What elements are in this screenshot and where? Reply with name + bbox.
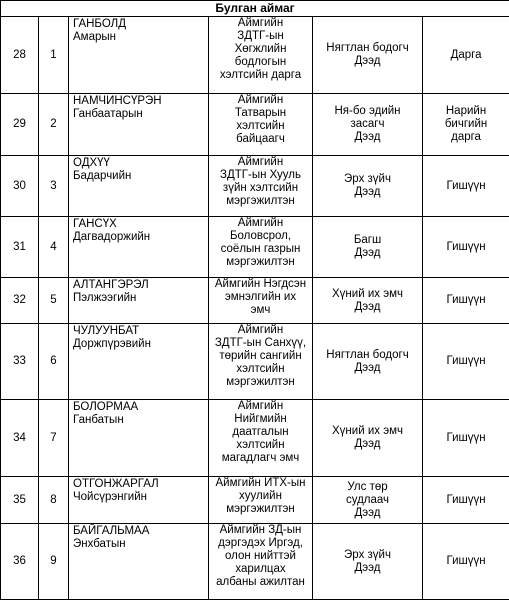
member-position: Аймгийн Татварын хэлтсийн байцаагч bbox=[209, 94, 313, 156]
member-role: Гишүүн bbox=[423, 278, 509, 324]
row-index: 8 bbox=[39, 477, 69, 524]
member-position: Аймгийн Нэгдсэн эмнэлгийн их эмч bbox=[209, 278, 313, 324]
row-number: 33 bbox=[1, 324, 39, 400]
member-role: Гишүүн bbox=[423, 400, 509, 477]
table-header-row bbox=[1, 1, 509, 17]
member-profession: Нягтлан бодогч Дээд bbox=[313, 17, 423, 94]
table-row bbox=[1, 278, 509, 324]
member-name: ОДХҮҮ Бадарчийн bbox=[69, 156, 209, 217]
table-row bbox=[1, 477, 509, 524]
row-number: 34 bbox=[1, 400, 39, 477]
member-name: ГАНБОЛД Амарын bbox=[69, 17, 209, 94]
member-profession: Ня-бо эдийн засагч Дээд bbox=[313, 94, 423, 156]
table-row bbox=[1, 400, 509, 477]
member-profession: Хүний их эмч Дээд bbox=[313, 400, 423, 477]
member-profession: Эрх зүйч Дээд bbox=[313, 156, 423, 217]
row-number: 30 bbox=[1, 156, 39, 217]
row-number: 36 bbox=[1, 524, 39, 600]
row-number: 35 bbox=[1, 477, 39, 524]
member-profession: Эрх зүйч Дээд bbox=[313, 524, 423, 600]
member-position: Аймгийн ЗДТГ-ын Санхүү, төрийн сангийн хэлтсийн мэргэжилтэн bbox=[209, 324, 313, 400]
member-position: Аймгийн ЗДТГ-ын Хууль зүйн хэлтсийн мэргэжилтэн bbox=[209, 156, 313, 217]
row-number: 28 bbox=[1, 17, 39, 94]
member-profession: Улс төр судлаач Дээд bbox=[313, 477, 423, 524]
table-row bbox=[1, 156, 509, 217]
row-index: 1 bbox=[39, 17, 69, 94]
row-number: 32 bbox=[1, 278, 39, 324]
row-index: 4 bbox=[39, 217, 69, 278]
table-title: Булган аймаг bbox=[1, 1, 509, 17]
member-role: Нарийн бичгийн дарга bbox=[423, 94, 509, 156]
member-role: Гишүүн bbox=[423, 477, 509, 524]
member-name: НАМЧИНСҮРЭН Ганбаатарын bbox=[69, 94, 209, 156]
member-name: ОТГОНЖАРГАЛ Чойсүрэнгийн bbox=[69, 477, 209, 524]
member-profession: Хүний их эмч Дээд bbox=[313, 278, 423, 324]
member-name: ЧУЛУУНБАТ Доржпүрэвийн bbox=[69, 324, 209, 400]
row-number: 29 bbox=[1, 94, 39, 156]
member-role: Гишүүн bbox=[423, 524, 509, 600]
member-name: БОЛОРМАА Ганбатын bbox=[69, 400, 209, 477]
member-position: Аймгийн ИТХ-ын хуулийн мэргэжилтэн bbox=[209, 477, 313, 524]
member-role: Дарга bbox=[423, 17, 509, 94]
row-index: 7 bbox=[39, 400, 69, 477]
member-profession: Нягтлан бодогч Дээд bbox=[313, 324, 423, 400]
member-position: Аймгийн ЗД-ын дэргэдэх Иргэд, олон нийттэй харилцах албаны ажилтан bbox=[209, 524, 313, 600]
member-position: Аймгийн ЗДТГ-ын Хөгжлийн бодлогын хэлтсийн дарга bbox=[209, 17, 313, 94]
table-row bbox=[1, 524, 509, 600]
table-row bbox=[1, 17, 509, 94]
row-index: 9 bbox=[39, 524, 69, 600]
table-row bbox=[1, 217, 509, 278]
table-row bbox=[1, 324, 509, 400]
row-index: 2 bbox=[39, 94, 69, 156]
member-profession: Багш Дээд bbox=[313, 217, 423, 278]
member-position: Аймгийн Боловсрол, соёлын газрын мэргэжилтэн bbox=[209, 217, 313, 278]
member-position: Аймгийн Нийгмийн даатгалын хэлтсийн магадлагч эмч bbox=[209, 400, 313, 477]
row-index: 5 bbox=[39, 278, 69, 324]
member-name: АЛТАНГЭРЭЛ Пэлжээгийн bbox=[69, 278, 209, 324]
row-number: 31 bbox=[1, 217, 39, 278]
member-role: Гишүүн bbox=[423, 156, 509, 217]
table-row bbox=[1, 94, 509, 156]
row-index: 6 bbox=[39, 324, 69, 400]
member-role: Гишүүн bbox=[423, 324, 509, 400]
member-name: БАЙГАЛЬМАА Энхбатын bbox=[69, 524, 209, 600]
member-role: Гишүүн bbox=[423, 217, 509, 278]
member-name: ГАНСҮХ Дагвадоржийн bbox=[69, 217, 209, 278]
row-index: 3 bbox=[39, 156, 69, 217]
